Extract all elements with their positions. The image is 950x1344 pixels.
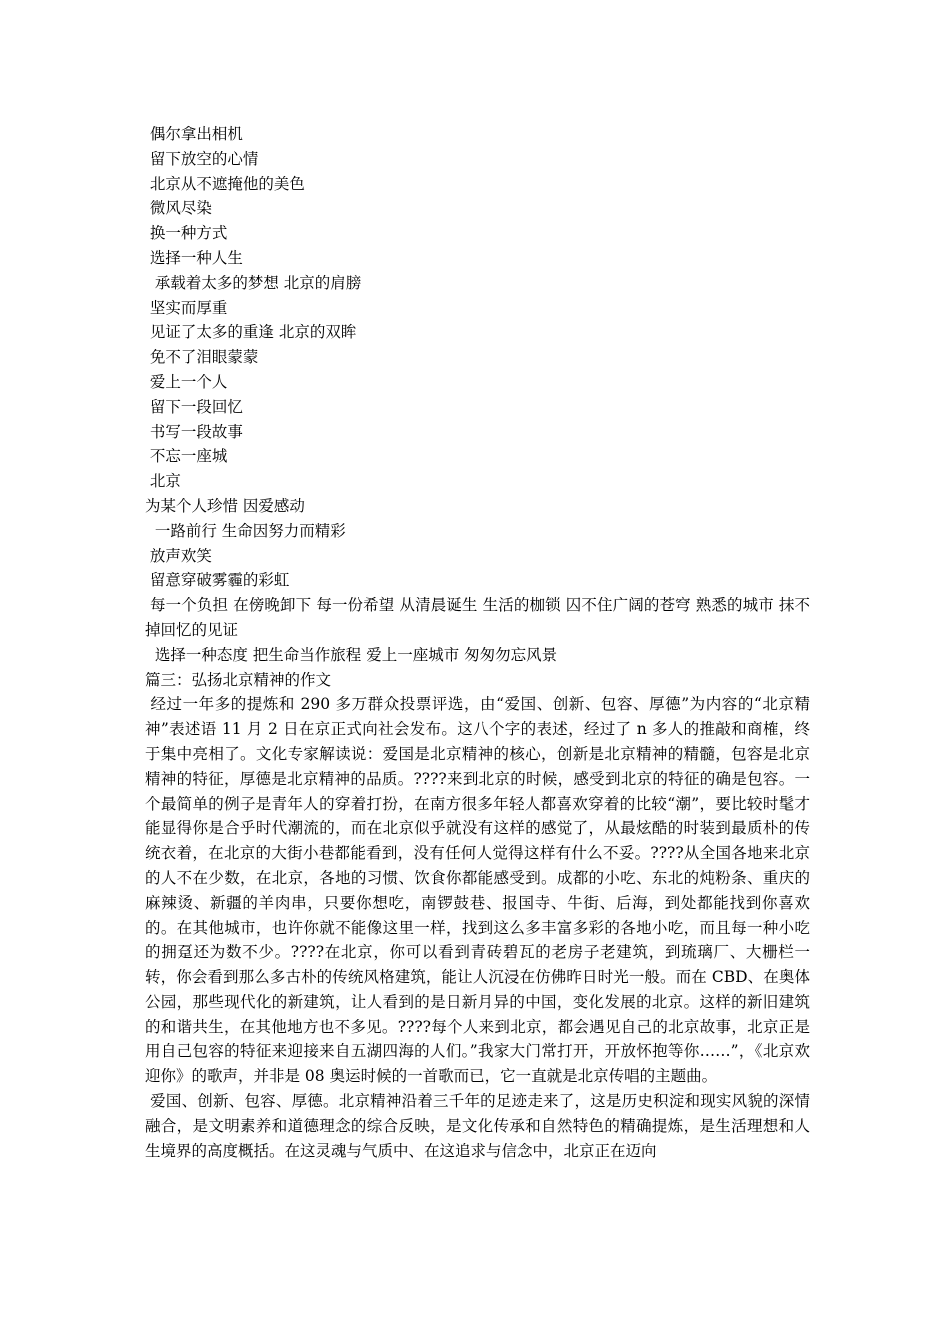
poem-line: 书写一段故事 <box>145 422 243 441</box>
poem-line: 留下放空的心情 <box>145 149 259 168</box>
poem-line: 一路前行 生命因努力而精彩 <box>145 521 346 540</box>
poem-line: 承载着太多的梦想 北京的肩膀 <box>145 273 362 292</box>
poem-block <box>145 122 810 668</box>
body-paragraph: 爱国、创新、包容、厚德。北京精神沿着三千年的足迹走来了，这是历史积淀和现实风貌的深情融合，是文明素养和道德理念的综合反映，是文化传承和自然特色的精确提炼，是生活理想和人生境界的高度概括。在这灵魂与气质中、在这追求与信念中，北京正在迈向 <box>145 1092 810 1160</box>
poem-line: 为某个人珍惜 因爱感动 <box>145 496 305 515</box>
poem-line: 见证了太多的重逢 北京的双眸 <box>145 323 357 342</box>
poem-line: 坚实而厚重 <box>145 298 228 317</box>
poem-line: 北京 <box>145 472 181 491</box>
poem-line: 换一种方式 <box>145 224 228 243</box>
document-page <box>145 122 810 1163</box>
poem-stanza-long: 每一个负担 在傍晚卸下 每一份希望 从清晨诞生 生活的枷锁 囚不住广阔的苍穹 熟悉的城市 抹不掉回忆的见证 <box>145 596 810 639</box>
poem-line: 选择一种人生 <box>145 248 243 267</box>
poem-line: 爱上一个人 <box>145 372 228 391</box>
section-title: 篇三：弘扬北京精神的作文 <box>145 670 332 689</box>
body-paragraph: 经过一年多的提炼和 290 多万群众投票评选，由“爱国、创新、包容、厚德”为内容的“北京精神”表述语 11 月 2 日在京正式向社会发布。这八个字的表述，经过了 n 多人的推敲和商榷，终于集中亮相了。文化专家解读说：爱国是北京精神的核心，创新是北京精神的精髓，包容是北京精神的特征，厚德是北京精神的品质。????来到北京的时候，感受到北京的特征的确是包容。一个最简单的例子是青年人的穿着打扮，在南方很多年轻人都喜欢穿着的比较“潮”，要比较时髦才能显得你是合乎时代潮流的，而在北京似乎就没有这样的感觉了，从最炫酷的时装到最质朴的传统衣着，在北京的大街小巷都能看到，没有任何人觉得这样有什么不妥。????从全国各地来北京的人不在少数，在北京，各地的习惯、饮食你都能感受到。成都的小吃、东北的炖粉条、重庆的麻辣烫、新疆的羊肉串，只要你想吃，南锣鼓巷、报国寺、牛街、后海，到处都能找到你喜欢的。在其他城市，也许你就不能像这里一样，找到这么多丰富多彩的各地小吃，而且每一种小吃的拥趸还为数不少。????在北京，你可以看到青砖碧瓦的老房子老建筑，到琉璃厂、大栅栏一转，你会看到那么多古朴的传统风格建筑，能让人沉浸在仿佛昨日时光一般。而在 CBD、在奥体公园，那些现代化的新建筑，让人看到的是日新月异的中国，变化发展的北京。这样的新旧建筑的和谐共生，在其他地方也不多见。????每个人来到北京，都会遇见自己的北京故事，北京正是用自己包容的特征来迎接来自五湖四海的人们。”我家大门常打开，开放怀抱等你……”，《北京欢迎你》的歌声，并非是 08 奥运时候的一首歌而已，它一直就是北京传唱的主题曲。 <box>145 695 810 1086</box>
poem-line: 微风尽染 <box>145 199 212 218</box>
poem-line: 留下一段回忆 <box>145 397 243 416</box>
poem-line: 偶尔拿出相机 <box>145 125 243 143</box>
poem-line: 北京从不遮掩他的美色 <box>145 174 305 193</box>
poem-line: 不忘一座城 <box>145 447 228 466</box>
poem-line: 放声欢笑 <box>145 546 212 565</box>
poem-line: 免不了泪眼蒙蒙 <box>145 348 259 367</box>
poem-line: 留意穿破雾霾的彩虹 <box>145 571 290 590</box>
poem-stanza-long: 选择一种态度 把生命当作旅程 爱上一座城市 匆匆勿忘风景 <box>145 645 558 664</box>
